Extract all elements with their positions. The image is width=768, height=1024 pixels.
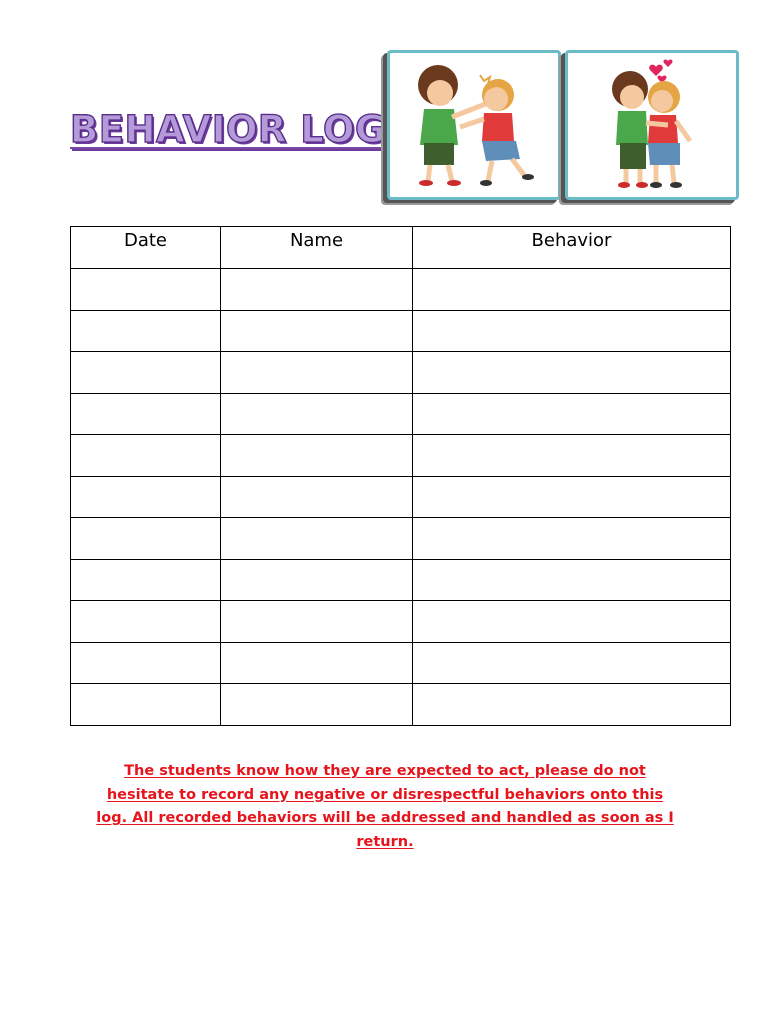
behavior-cell[interactable] [413, 310, 731, 352]
behavior-cell[interactable] [413, 518, 731, 560]
table-row [71, 518, 731, 560]
name-cell[interactable] [221, 435, 413, 477]
name-cell[interactable] [221, 518, 413, 560]
date-cell[interactable] [71, 642, 221, 684]
behavior-cell[interactable] [413, 435, 731, 477]
table-row [71, 476, 731, 518]
date-cell[interactable] [71, 518, 221, 560]
name-cell[interactable] [221, 310, 413, 352]
date-cell[interactable] [71, 684, 221, 726]
table-row [71, 642, 731, 684]
table-row [71, 559, 731, 601]
column-header-behavior: Behavior [413, 227, 731, 269]
kids-hugging-illustration [565, 50, 739, 200]
table-row [71, 269, 731, 311]
date-cell[interactable] [71, 352, 221, 394]
column-header-name: Name [221, 227, 413, 269]
date-cell[interactable] [71, 310, 221, 352]
name-cell[interactable] [221, 393, 413, 435]
name-cell[interactable] [221, 684, 413, 726]
name-cell[interactable] [221, 352, 413, 394]
table-header-row [71, 227, 731, 269]
date-cell[interactable] [71, 269, 221, 311]
table-row [71, 310, 731, 352]
instructions-note: The students know how they are expected to act, please do not hesitate to record any negative or disrespectful behaviors onto this log. All recorded behaviors will be addressed and handled as soon as I return. [96, 763, 674, 850]
behavior-cell[interactable] [413, 269, 731, 311]
name-cell[interactable] [221, 642, 413, 684]
date-cell[interactable] [71, 476, 221, 518]
table-row [71, 352, 731, 394]
name-cell[interactable] [221, 476, 413, 518]
page-title: BEHAVIOR LOG [70, 108, 386, 151]
behavior-log-table [70, 226, 731, 726]
date-cell[interactable] [71, 393, 221, 435]
table-row [71, 684, 731, 726]
name-cell[interactable] [221, 269, 413, 311]
name-cell[interactable] [221, 559, 413, 601]
date-cell[interactable] [71, 601, 221, 643]
table-row [71, 393, 731, 435]
behavior-cell[interactable] [413, 476, 731, 518]
behavior-cell[interactable] [413, 352, 731, 394]
table-row [71, 435, 731, 477]
behavior-cell[interactable] [413, 559, 731, 601]
behavior-cell[interactable] [413, 684, 731, 726]
name-cell[interactable] [221, 601, 413, 643]
table-row [71, 601, 731, 643]
date-cell[interactable] [71, 435, 221, 477]
behavior-cell[interactable] [413, 601, 731, 643]
behavior-cell[interactable] [413, 393, 731, 435]
kids-fighting-illustration [387, 50, 561, 200]
column-header-date: Date [71, 227, 221, 269]
behavior-cell[interactable] [413, 642, 731, 684]
date-cell[interactable] [71, 559, 221, 601]
